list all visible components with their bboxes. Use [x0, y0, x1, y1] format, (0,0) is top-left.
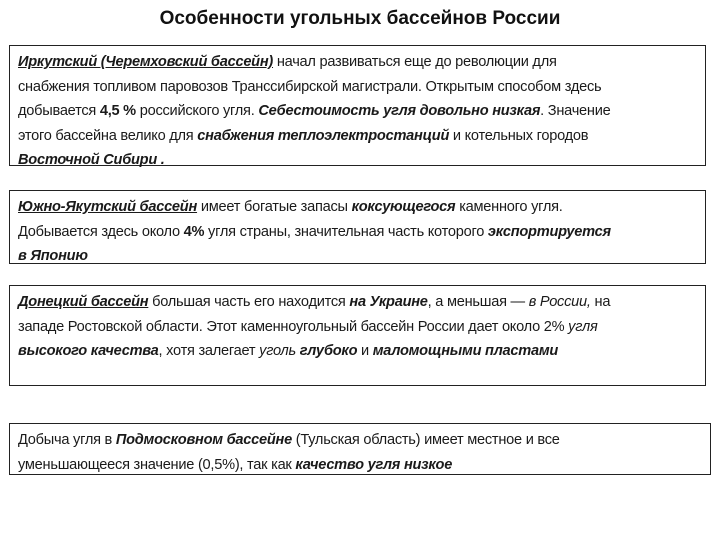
text-segment: российского угля.	[135, 103, 259, 119]
text-line	[18, 99, 697, 124]
text-segment: , хотя залегает	[158, 343, 260, 359]
emphasized-text: Южно-Якутский бассейн	[18, 199, 198, 215]
text-line	[18, 50, 697, 75]
text-segment: добывается	[18, 103, 100, 119]
emphasized-text: качество угля низкое	[295, 456, 453, 473]
text-segment: Добывается здесь около	[18, 223, 184, 240]
text-line	[18, 339, 697, 364]
text-segment: . Значение	[540, 103, 611, 119]
text-line	[18, 75, 697, 100]
text-segment: (Тульская область) имеет местное и все	[291, 432, 560, 448]
emphasized-text: Донецкий бассейн	[18, 294, 149, 310]
text-segment: и котельных городов	[449, 127, 589, 144]
emphasized-text: в Японию	[18, 248, 88, 264]
text-line	[18, 453, 702, 478]
text-segment: начал развиваться еще до революции для	[273, 54, 557, 70]
emphasized-text: на Украине	[349, 294, 428, 310]
emphasized-text: Восточной Сибири .	[18, 152, 165, 168]
text-line	[18, 428, 702, 453]
text-line	[18, 315, 697, 340]
text-segment: этого бассейна велико для	[18, 127, 198, 144]
emphasized-text: Себестоимость угля довольно низкая	[258, 103, 541, 119]
text-line	[18, 124, 697, 149]
emphasized-text: Подмосковном бассейне	[115, 432, 292, 448]
emphasized-text: Иркутский (Черемховский бассейн)	[18, 54, 274, 70]
emphasized-text: угля	[568, 318, 598, 335]
text-segment: имеет богатые запасы	[197, 199, 352, 215]
emphasized-text: маломощными пластами	[372, 343, 559, 359]
page-title: Особенности угольных бассейнов России	[159, 8, 561, 29]
text-segment: каменного угля.	[455, 199, 563, 215]
text-line	[18, 195, 697, 220]
text-segment: западе Ростовской области. Этот каменноугольный бассейн России дает около 2%	[18, 318, 569, 335]
emphasized-text: уголь	[259, 343, 300, 359]
emphasized-text: 4,5 %	[99, 103, 136, 119]
south-yakutsk-basin-box	[9, 190, 706, 264]
emphasized-text: глубоко	[299, 343, 358, 359]
irkutsk-basin-box	[9, 45, 706, 166]
text-line	[18, 220, 697, 245]
emphasized-text: высокого качества	[18, 343, 159, 359]
text-segment: угля страны, значительная часть которого	[204, 223, 488, 240]
emphasized-text: снабжения теплоэлектростанций	[197, 127, 450, 144]
text-segment: , а меньшая —	[427, 294, 529, 310]
text-segment: и	[357, 343, 373, 359]
text-segment: на	[590, 294, 611, 310]
text-line	[18, 148, 697, 173]
emphasized-text: экспортируется	[487, 223, 611, 240]
text-line	[18, 244, 697, 269]
text-line	[18, 290, 697, 315]
text-segment: Добыча угля в	[18, 432, 116, 448]
emphasized-text: 4%	[183, 223, 205, 240]
moscow-basin-box	[9, 423, 711, 475]
text-segment: большая часть его находится	[148, 294, 350, 310]
emphasized-text: в России,	[528, 294, 591, 310]
text-segment: уменьшающееся значение (0,5%), так как	[18, 456, 296, 473]
emphasized-text: коксующегося	[351, 199, 456, 215]
donetsk-basin-box	[9, 285, 706, 386]
text-segment: снабжения топливом паровозов Транссибирской магистрали. Открытым способом здесь	[18, 78, 602, 95]
